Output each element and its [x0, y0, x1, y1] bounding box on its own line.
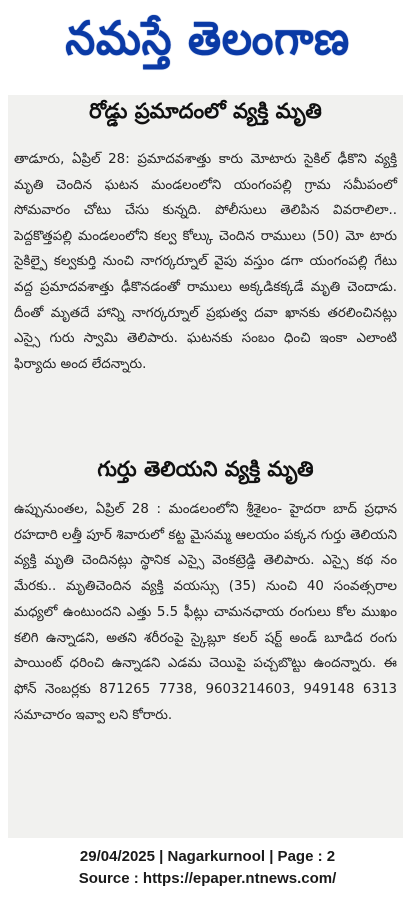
news-clipping [8, 95, 403, 838]
masthead [0, 0, 415, 88]
footer-source: Source : https://epaper.ntnews.com/ [78, 870, 337, 887]
article-2-headline: గుర్తు తెలియని వ్యక్తి మృతి [97, 457, 314, 481]
footer-date-edition: 29/04/2025 | Nagarkurnool | Page : 2 [79, 848, 336, 865]
article-1-headline: రోడ్డు ప్రమాదంలో వ్యక్తి మృతి [89, 99, 322, 123]
footer [0, 846, 415, 890]
article-1-body: తాడూరు, ఏప్రిల్ 28: ప్రమాదవశాత్తు కారు మోటారు సైకిల్ ఢీకొని వ్యక్తి మృతి చెందిన ఘటన మండలంలోని యంగంపల్లి గ్రామ సమీపంలో సోమవారం చోటు చేసు కున్నది. పోలీసులు తెలిపిన వివరాలిలా.. పెద్దకొత్తపల్లి మండలంలోని కల్వ కోల్కు చెందిన రాములు (50) మో టారు సైకిల్పై కల్వకుర్తి నుంచి నాగర్కర్నూల్ వైపు వస్తుం డగా యంగంపల్లి గేటు వద్ద ప్రమాదవశాత్తు ఢీకొనడంతో రాములు అక్కడికక్కడే మృతి చెందాడు. దీంతో మృతదే హాన్ని నాగర్కర్నూల్ ప్రభుత్వ దవా ఖానకు తరలించినట్లు ఎస్సై గురు స్వామి తెలిపారు. ఘటనకు సంబం ధించి ఇంకా ఎలాంటి ఫిర్యాదు అంద లేదన్నారు. [14, 152, 397, 372]
article-2-body: ఉప్పునుంతల, ఏప్రిల్ 28 : మండలంలోని శ్రీశైలం- హైదరా బాద్ ప్రధాన రహదారి లత్తీ పూర్ శివారులో కట్ట మైసమ్మ ఆలయం పక్కన గుర్తు తెలియని వ్యక్తి మృతి చెందినట్లు స్థానిక ఎస్సై వెంకట్రెడ్డి తెలిపారు. ఎస్సై కథ నం మేరకు.. మృతిచెందిన వ్యక్తి వయస్సు (35) నుంచి 40 సంవత్సరాల మధ్యలో ఉంటుందని ఎత్తు 5.5 ఫీట్లు చామనఛాయ రంగులు కోల ముఖం కలిగి ఉన్నాడని, అతని శరీరంపై స్కైబ్లూ కలర్ షర్ట్ అండ్ బూడిద రంగు పాయింట్ ధరించి ఉన్నాడని ఎడమ చెయిపై పచ్చబొట్టు ఉందన్నారు. ఈ ఫోన్ నెంబర్లకు 871265 7738, 9603214603, 949148 6313 సమాచారం ఇవ్వా లని కోరారు. [14, 502, 397, 723]
masthead-logo: నమస్తే తెలంగాణ [65, 11, 350, 65]
